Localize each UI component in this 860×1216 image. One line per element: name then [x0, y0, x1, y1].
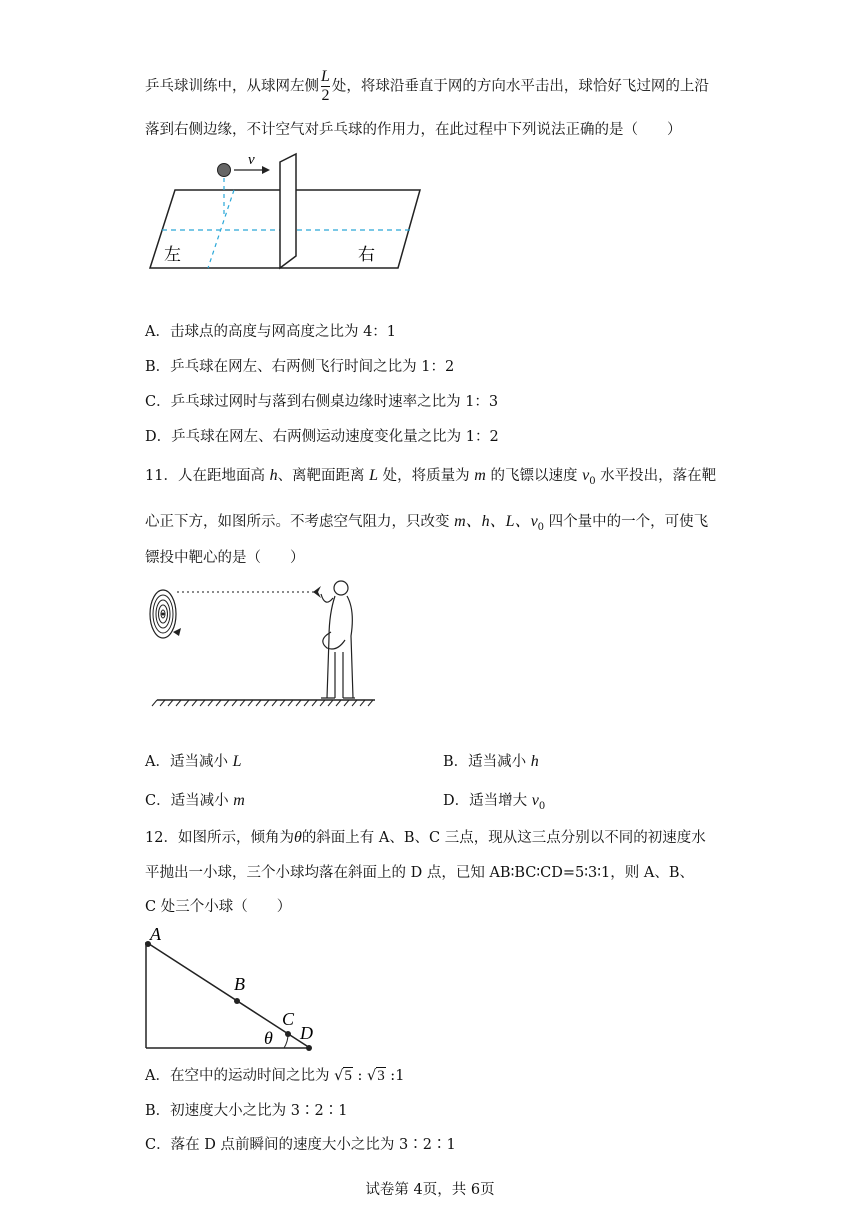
q11-option-d [443, 789, 545, 812]
q12-line2: 平抛出一小球，三个小球均落在斜面上的 D 点，已知 AB∶BC∶CD=5∶3∶1，则 A、B、 [145, 865, 694, 881]
opt-a-var: L [232, 753, 242, 770]
ratio-1: 1 [395, 1068, 405, 1084]
opt-d-text: D．适当增大 [443, 793, 532, 809]
q11-option-c [145, 789, 245, 810]
var-list: m、h、L、v [454, 513, 538, 530]
velocity-label: v [248, 152, 255, 168]
dart [313, 586, 321, 598]
fraction-L-over-2 [321, 68, 330, 105]
var-v0: v [582, 467, 590, 484]
page-footer: 试卷第 4页，共 6页 [365, 1182, 495, 1198]
label-d: D [300, 1023, 313, 1043]
var-h: h [269, 467, 278, 484]
sqrt-5-value: 5 [344, 1068, 352, 1084]
q11-line1 [145, 464, 716, 487]
q11-t2: 、离靶面距离 [277, 468, 370, 484]
opt-b-var: h [530, 753, 539, 770]
opt-c-text: C．适当减小 [145, 793, 234, 809]
opt-c-var: m [233, 792, 245, 809]
table-tennis-figure [140, 152, 440, 272]
ground-hatch [152, 700, 373, 706]
q10-option-d: D．乒乓球在网左、右两侧运动速度变化量之比为 1：2 [145, 429, 499, 445]
theta-symbol: θ [293, 829, 302, 846]
q11-t4: 的飞镖以速度 [485, 468, 583, 484]
q10-line2: 落到右侧边缘，不计空气对乒乓球的作用力，在此过程中下列说法正确的是（ ） [145, 122, 682, 138]
ball [218, 164, 231, 177]
label-b: B [234, 974, 245, 994]
sub-0: 0 [589, 475, 596, 487]
q11-t7: 四个量中的一个，可使飞 [544, 514, 709, 530]
point-d [306, 1045, 312, 1051]
incline-surface [146, 942, 310, 1048]
bullseye [162, 613, 165, 616]
dart-in-target [173, 628, 181, 636]
incline-figure [140, 924, 330, 1054]
net [280, 154, 296, 268]
sqrt-5: √5 [334, 1068, 352, 1084]
q11-t1: 11．人在距地面高 [145, 468, 270, 484]
opt-d-sub: 0 [538, 800, 546, 812]
label-c: C [282, 1009, 295, 1029]
point-b [234, 998, 240, 1004]
dart-figure [145, 572, 385, 712]
q11-option-b [443, 750, 539, 771]
label-theta: θ [264, 1028, 273, 1048]
person [321, 581, 355, 698]
q10-option-a: A．击球点的高度与网高度之比为 4：1 [145, 324, 397, 340]
q12-t1: 12．如图所示，倾角为 [145, 830, 294, 846]
frac-numerator: L [321, 68, 330, 85]
q12-line1 [145, 826, 706, 847]
q12-t2: 的斜面上有 A、B、C 三点，现从这三点分别以不同的初速度水 [301, 830, 706, 846]
arrow-head [262, 166, 270, 174]
q10-text-b: 处，将球沿垂直于网的方向水平击出，球恰好飞过网的上沿 [331, 78, 709, 95]
q11-t3: 处，将质量为 [378, 468, 475, 484]
q10-option-c: C．乒乓球过网时与落到右侧桌边缘时速率之比为 1：3 [145, 394, 499, 410]
q10-text-a: 乒乓球训练中，从球网左侧 [145, 78, 319, 95]
q10-line1 [145, 68, 709, 105]
q11-t6: 心正下方，如图所示。不考虑空气阻力，只改变 [145, 514, 455, 530]
sqrt-3-value: 3 [377, 1068, 385, 1084]
q12-option-c: C．落在 D 点前瞬间的速度大小之比为 3∶2∶1 [145, 1137, 456, 1153]
opt-b-text: B．适当减小 [443, 754, 531, 770]
label-a: A [150, 924, 161, 944]
q11-t5: 水平投出，落在靶 [595, 468, 717, 484]
q12-option-a: A．在空中的运动时间之比为 √5 : √3 :1 [145, 1068, 405, 1084]
q11-option-a [145, 750, 242, 771]
q12-line3: C 处三个小球（ ） [145, 899, 292, 915]
point-c [285, 1031, 291, 1037]
sqrt-3: √3 [366, 1068, 385, 1084]
right-label: 右 [358, 245, 375, 265]
q10-option-b: B．乒乓球在网左、右两侧飞行时间之比为 1：2 [145, 359, 455, 375]
left-label: 左 [164, 245, 181, 265]
opt-d-var: v [531, 792, 539, 809]
opt-a-text: A．在空中的运动时间之比为 [145, 1068, 335, 1084]
slant-dashed-line [208, 190, 234, 268]
var-m: m [474, 467, 486, 484]
q11-line3: 镖投中靶心的是（ ） [145, 550, 305, 566]
sub-0b: 0 [537, 521, 545, 533]
q11-line2 [145, 508, 708, 533]
var-L: L [369, 467, 379, 484]
opt-a-text: A．适当减小 [145, 754, 233, 770]
frac-denominator: 2 [321, 87, 330, 104]
q12-option-b: B．初速度大小之比为 3∶2∶1 [145, 1103, 348, 1119]
